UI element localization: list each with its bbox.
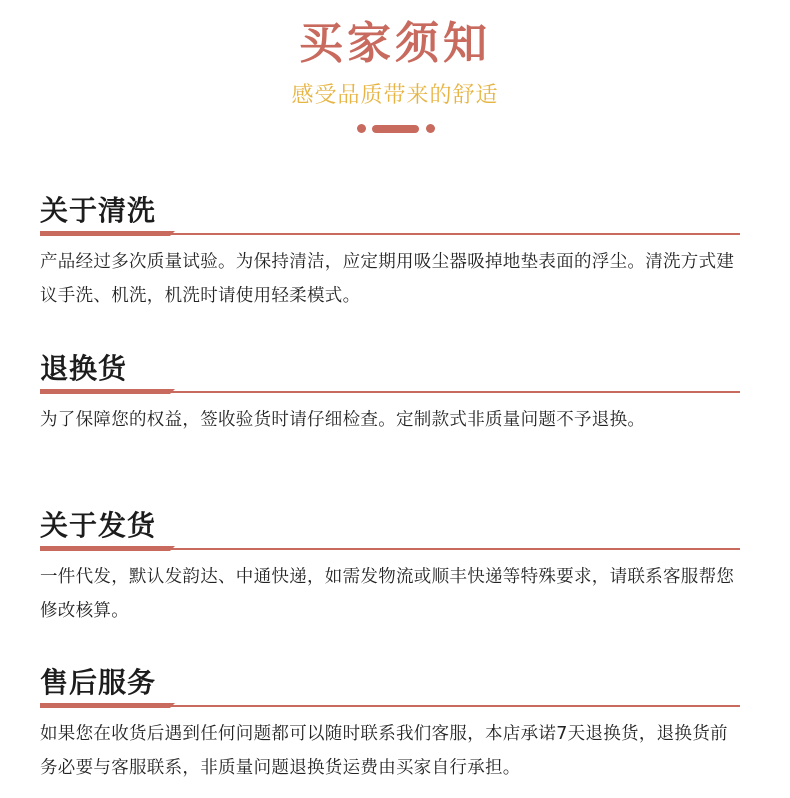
rule-accent [40,546,170,551]
rule-accent-slant [170,546,175,551]
section-rule [40,546,740,552]
rule-accent-slant [170,231,175,236]
section-body: 为了保障您的权益，签收验货时请仔细检查。定制款式非质量问题不予退换。 [40,410,646,430]
rule-accent [40,389,170,394]
section-body: 产品经过多次质量试验。为保持清洁，应定期用吸尘器吸掉地垫表面的浮尘。清洗方式建议手洗、机洗，机洗时请使用轻柔模式。 [40,252,735,306]
page-subtitle: 感受品质带来的舒适 [291,83,499,108]
rule-accent-slant [170,389,175,394]
page-title: 买家须知 [299,18,491,69]
section-rule [40,231,740,237]
rule-accent [40,231,170,236]
section-title: 售后服务 [40,666,157,699]
divider-dot-left [357,124,366,133]
title-divider-ornament [0,124,790,134]
rule-accent [40,703,170,708]
section-body: 如果您在收货后遇到任何问题都可以随时联系我们客服，本店承诺7天退换货，退换货前务必要与客服联系，非质量问题退换货运费由买家自行承担。 [40,724,728,778]
section-rule [40,389,740,395]
section-body: 一件代发，默认发韵达、中通快递，如需发物流或顺丰快递等特殊要求，请联系客服帮您修改核算。 [40,567,735,621]
section-cleaning [40,191,740,313]
section-after-sales [40,663,740,785]
section-title: 关于清洗 [40,194,157,227]
section-returns [40,349,740,437]
divider-dot-right [426,124,435,133]
section-shipping [40,506,740,628]
section-rule [40,703,740,709]
section-title: 关于发货 [40,509,157,542]
section-title: 退换货 [40,352,128,385]
rule-accent-slant [170,703,175,708]
divider-bar [372,125,419,133]
